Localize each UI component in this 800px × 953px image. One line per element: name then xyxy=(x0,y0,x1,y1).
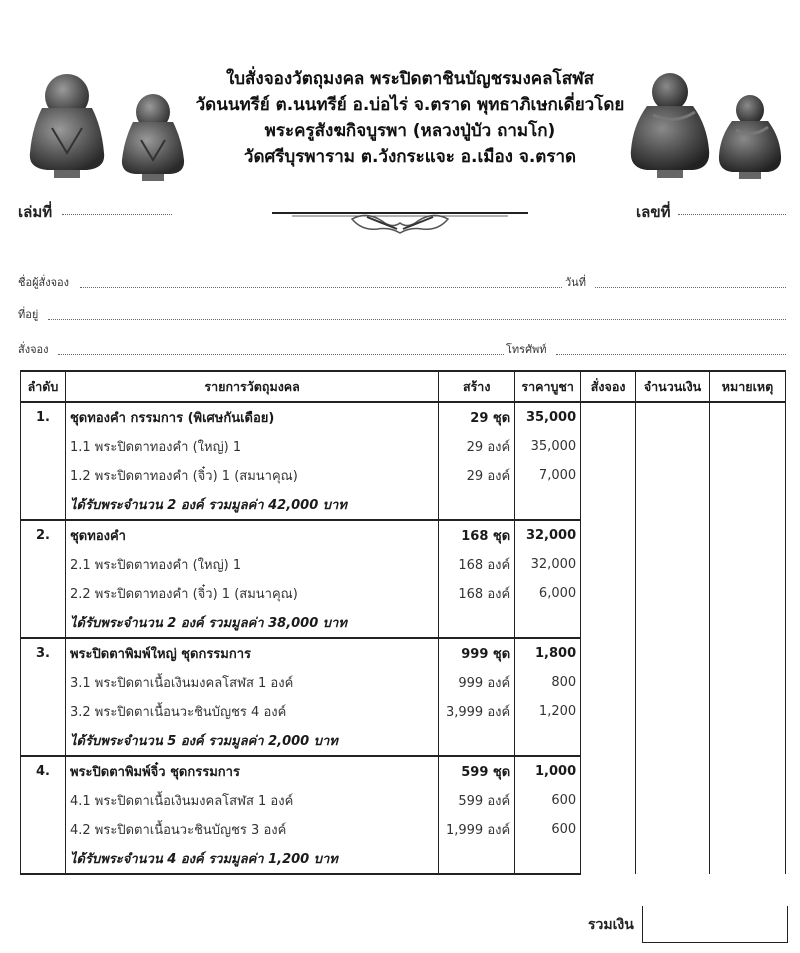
sub-item-qty: 3,999 องค์ xyxy=(439,697,515,726)
item-qty: 599 ชุด xyxy=(439,756,515,786)
amulet-image-right-large xyxy=(625,70,715,180)
remark-cell[interactable] xyxy=(710,638,786,756)
item-price: 1,000 xyxy=(515,756,581,786)
amulet-image-right-small xyxy=(714,92,786,180)
amount-cell[interactable] xyxy=(636,520,710,638)
phone-field[interactable] xyxy=(556,354,786,355)
item-name: พระปิดตาพิมพ์ใหญ่ ชุดกรรมการ xyxy=(65,638,438,668)
group-summary: ได้รับพระจำนวน 2 องค์ รวมมูลค่า 42,000 บาท xyxy=(65,490,438,520)
sub-item-price: 600 xyxy=(515,786,581,815)
order-label: สั่งจอง xyxy=(18,343,49,356)
col-header-remark: หมายเหตุ xyxy=(710,371,786,402)
remark-cell[interactable] xyxy=(710,520,786,638)
book-no-field[interactable] xyxy=(62,214,172,215)
title-line-1: ใบสั่งจองวัตถุมงคล พระปิดตาชินบัญชรมงคลโสฬส xyxy=(225,69,595,89)
item-price: 32,000 xyxy=(515,520,581,550)
item-name: ชุดทองคำ กรรมการ (พิเศษกันเดือย) xyxy=(65,402,438,432)
item-qty: 999 ชุด xyxy=(439,638,515,668)
sub-item-price: 35,000 xyxy=(515,432,581,461)
address-field[interactable] xyxy=(48,319,786,320)
table-header-row xyxy=(21,371,786,402)
customer-name-label: ชื่อผู้สั่งจอง xyxy=(18,276,70,289)
item-qty: 29 ชุด xyxy=(439,402,515,432)
row-number: 1. xyxy=(21,402,66,432)
remark-cell[interactable] xyxy=(710,756,786,874)
col-header-item: รายการวัตถุมงคล xyxy=(65,371,438,402)
table-row-group-4 xyxy=(21,756,786,786)
title-line-2: วัดนนทรีย์ ต.นนทรีย์ อ.บ่อไร่ จ.ตราด พุทธาภิเษกเดี่ยวโดย xyxy=(195,95,625,115)
col-header-price: ราคาบูชา xyxy=(515,371,581,402)
sub-item-price: 6,000 xyxy=(515,579,581,608)
sub-item-name: 3.2 พระปิดตาเนื้อนวะชินบัญชร 4 องค์ xyxy=(65,697,438,726)
customer-name-field[interactable] xyxy=(80,287,562,288)
number-label: เลขที่ xyxy=(636,203,671,221)
amount-cell[interactable] xyxy=(636,756,710,874)
sub-item-name: 3.1 พระปิดตาเนื้อเงินมงคลโสฬส 1 องค์ xyxy=(65,668,438,697)
order-cell[interactable] xyxy=(581,638,636,756)
order-field[interactable] xyxy=(58,354,504,355)
title-line-4: วัดศรีบุรพาราม ต.วังกระแจะ อ.เมือง จ.ตราด xyxy=(243,147,577,167)
order-table xyxy=(20,370,786,875)
amount-cell[interactable] xyxy=(636,638,710,756)
sub-item-qty: 29 องค์ xyxy=(439,461,515,490)
col-header-order: สั่งจอง xyxy=(581,371,636,402)
total-label: รวมเงิน xyxy=(588,917,634,933)
date-field[interactable] xyxy=(595,287,786,288)
row-number: 3. xyxy=(21,638,66,668)
item-price: 35,000 xyxy=(515,402,581,432)
sub-item-price: 7,000 xyxy=(515,461,581,490)
col-header-no: ลำดับ xyxy=(21,371,66,402)
phone-label: โทรศัพท์ xyxy=(506,343,547,356)
sub-item-price: 1,200 xyxy=(515,697,581,726)
item-price: 1,800 xyxy=(515,638,581,668)
sub-item-qty: 168 องค์ xyxy=(439,579,515,608)
address-label: ที่อยู่ xyxy=(18,308,39,321)
order-cell[interactable] xyxy=(581,402,636,520)
sub-item-qty: 168 องค์ xyxy=(439,550,515,579)
sub-item-qty: 1,999 องค์ xyxy=(439,815,515,844)
item-qty: 168 ชุด xyxy=(439,520,515,550)
sub-item-name: 4.2 พระปิดตาเนื้อนวะชินบัญชร 3 องค์ xyxy=(65,815,438,844)
book-no-label: เล่มที่ xyxy=(18,203,53,221)
sub-item-qty: 599 องค์ xyxy=(439,786,515,815)
group-summary: ได้รับพระจำนวน 5 องค์ รวมมูลค่า 2,000 บาท xyxy=(65,726,438,756)
remark-cell[interactable] xyxy=(710,402,786,520)
amulet-image-left-small xyxy=(116,90,190,182)
table-row-group-2 xyxy=(21,520,786,550)
sub-item-qty: 29 องค์ xyxy=(439,432,515,461)
sub-item-name: 2.2 พระปิดตาทองคำ (จิ๋ว) 1 (สมนาคุณ) xyxy=(65,579,438,608)
document-title xyxy=(190,66,630,170)
group-summary: ได้รับพระจำนวน 2 องค์ รวมมูลค่า 38,000 บาท xyxy=(65,608,438,638)
ornament-divider xyxy=(272,207,528,237)
order-cell[interactable] xyxy=(581,520,636,638)
table-row-group-1 xyxy=(21,402,786,432)
sub-item-qty: 999 องค์ xyxy=(439,668,515,697)
number-field[interactable] xyxy=(678,214,786,215)
col-header-amount: จำนวนเงิน xyxy=(636,371,710,402)
group-summary: ได้รับพระจำนวน 4 องค์ รวมมูลค่า 1,200 บาท xyxy=(65,844,438,874)
sub-item-price: 600 xyxy=(515,815,581,844)
sub-item-price: 800 xyxy=(515,668,581,697)
sub-item-name: 1.1 พระปิดตาทองคำ (ใหญ่) 1 xyxy=(65,432,438,461)
amount-cell[interactable] xyxy=(636,402,710,520)
sub-item-name: 4.1 พระปิดตาเนื้อเงินมงคลโสฬส 1 องค์ xyxy=(65,786,438,815)
sub-item-name: 1.2 พระปิดตาทองคำ (จิ๋ว) 1 (สมนาคุณ) xyxy=(65,461,438,490)
row-number: 4. xyxy=(21,756,66,786)
sub-item-price: 32,000 xyxy=(515,550,581,579)
item-name: ชุดทองคำ xyxy=(65,520,438,550)
amulet-image-left-large xyxy=(22,68,112,180)
total-amount-field[interactable] xyxy=(642,906,788,943)
order-cell[interactable] xyxy=(581,756,636,874)
row-number: 2. xyxy=(21,520,66,550)
title-line-3: พระครูสังฆกิจบูรพา (หลวงปู่บัว ถามโก) xyxy=(264,121,556,141)
sub-item-name: 2.1 พระปิดตาทองคำ (ใหญ่) 1 xyxy=(65,550,438,579)
col-header-created: สร้าง xyxy=(439,371,515,402)
item-name: พระปิดตาพิมพ์จิ๋ว ชุดกรรมการ xyxy=(65,756,438,786)
table-row-group-3 xyxy=(21,638,786,668)
date-label: วันที่ xyxy=(565,276,586,289)
